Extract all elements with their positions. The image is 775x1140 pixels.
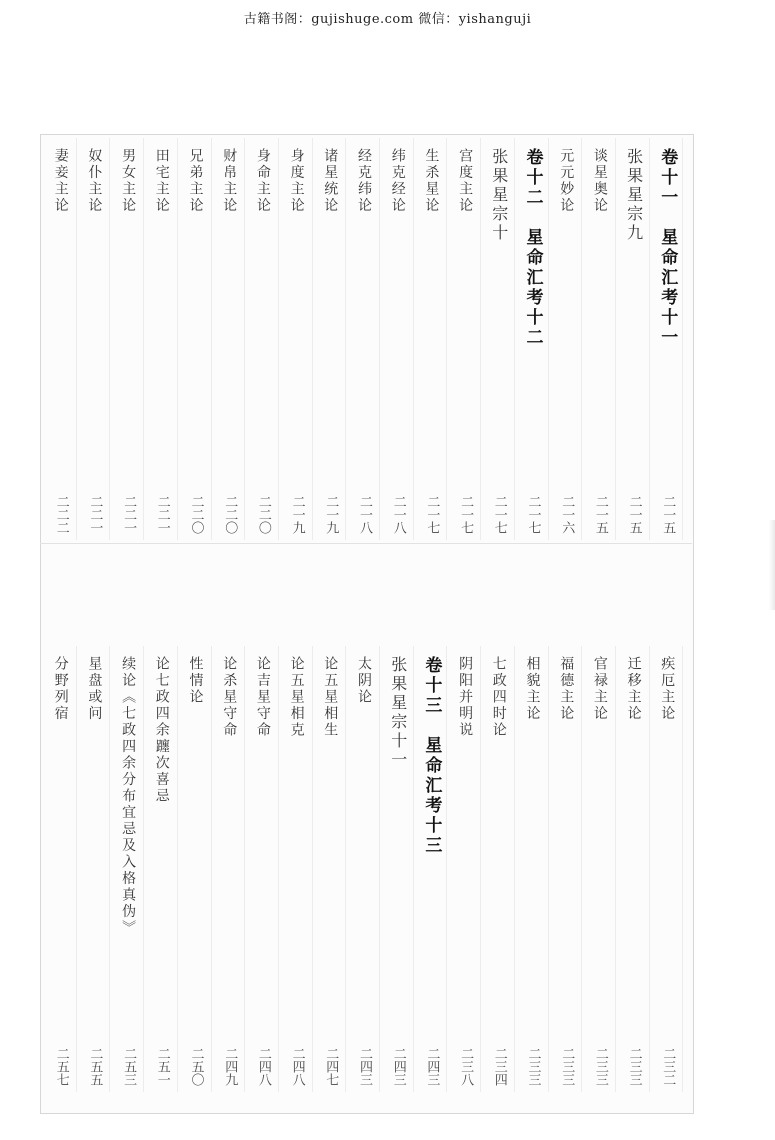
toc-entry-title: 元元妙论 xyxy=(558,148,575,214)
toc-page-number: 二一八 xyxy=(390,495,406,534)
toc-entry-title: 宫度主论 xyxy=(457,148,474,214)
toc-page-number: 二一九 xyxy=(289,495,305,534)
scan-edge-shadow xyxy=(769,520,775,610)
toc-entry-column xyxy=(214,138,245,540)
toc-entry-title: 妻妾主论 xyxy=(52,148,69,214)
toc-page-number: 二五三 xyxy=(121,1047,137,1086)
toc-entry-column xyxy=(113,646,144,1092)
toc-entry-title: 七政四时论 xyxy=(490,656,507,739)
toc-entry-title: 经克纬论 xyxy=(356,148,372,214)
toc-entry-column xyxy=(383,138,414,540)
toc-entry-column xyxy=(248,646,279,1092)
toc-page-number: 二一七 xyxy=(525,495,541,534)
toc-entry-column xyxy=(181,646,212,1092)
toc-page-number: 二二一 xyxy=(87,495,103,534)
toc-page-number: 二二一 xyxy=(121,495,137,534)
toc-entry-column xyxy=(315,646,346,1092)
toc-page-number: 二五〇 xyxy=(188,1047,204,1086)
toc-entry-title: 谈星奥论 xyxy=(591,148,608,214)
toc-entry-title: 纬克经论 xyxy=(389,148,406,214)
toc-page-number: 二四七 xyxy=(323,1047,339,1086)
toc-entry-column xyxy=(282,646,313,1092)
toc-entry-title: 续论《七政四余分布宜忌及入格真伪》 xyxy=(120,656,137,937)
toc-entry-title: 张果星宗十一 xyxy=(388,656,408,770)
toc-entry-title: 官禄主论 xyxy=(591,656,608,722)
toc-entry-title: 卷十三 星命汇考十三 xyxy=(421,656,442,856)
toc-entry-column xyxy=(79,646,110,1092)
toc-entry-title: 太阴论 xyxy=(356,656,372,706)
toc-page-number: 二二〇 xyxy=(222,495,238,534)
toc-page-number: 二一八 xyxy=(357,495,372,534)
toc-page-number: 二二〇 xyxy=(188,495,204,534)
toc-entry-column xyxy=(79,138,110,540)
toc-entry-column xyxy=(147,138,178,540)
toc-entry-title: 男女主论 xyxy=(120,148,137,214)
toc-entry-title: 分野列宿 xyxy=(52,656,69,722)
toc-page-number: 二三八 xyxy=(458,1047,474,1086)
toc-entry-title: 卷十一 星命汇考十一 xyxy=(657,148,678,348)
toc-entry-title: 论杀星守命 xyxy=(221,656,238,739)
toc-page-number: 二一七 xyxy=(424,495,440,534)
toc-entry-column xyxy=(652,646,683,1092)
toc-entry-column xyxy=(484,646,515,1092)
toc-page-number: 二四三 xyxy=(424,1047,440,1086)
toc-entry-column xyxy=(248,138,279,540)
toc-entry-column xyxy=(46,138,77,540)
toc-entry-column xyxy=(147,646,178,1092)
toc-page-number: 二四三 xyxy=(357,1047,372,1086)
toc-entry-title: 卷十二 星命汇考十二 xyxy=(522,148,543,348)
toc-entry-column xyxy=(585,138,616,540)
toc-entry-column xyxy=(214,646,245,1092)
toc-entry-column xyxy=(282,138,313,540)
toc-page-number: 二四八 xyxy=(255,1047,271,1086)
page-half-divider xyxy=(40,543,692,544)
toc-page-number: 二五五 xyxy=(87,1047,103,1086)
toc-entry-title: 财帛主论 xyxy=(221,148,238,214)
site-watermark-header: 古籍书阁：gujishuge.com 微信：yishanguji xyxy=(243,12,532,27)
toc-page-number: 二四三 xyxy=(390,1047,406,1086)
toc-page-number: 二一七 xyxy=(491,495,507,534)
toc-entry-column xyxy=(46,646,77,1092)
toc-entry-column xyxy=(585,646,616,1092)
toc-entry-title: 生杀星论 xyxy=(423,148,440,214)
toc-page-number: 二五七 xyxy=(53,1047,69,1086)
toc-page-number: 二一六 xyxy=(559,495,575,534)
toc-entry-column xyxy=(349,646,380,1092)
toc-entry-title: 疾厄主论 xyxy=(659,656,676,722)
toc-page-number: 二一五 xyxy=(660,495,676,534)
toc-entry-title: 迁移主论 xyxy=(625,656,642,722)
toc-page-number: 二四八 xyxy=(289,1047,305,1086)
section-heading-column xyxy=(619,138,650,540)
toc-entry-column xyxy=(551,138,582,540)
toc-entry-title: 论七政四余躔次喜忌 xyxy=(153,656,170,805)
toc-entry-title: 身命主论 xyxy=(254,148,271,214)
toc-entry-title: 论吉星守命 xyxy=(254,656,271,739)
toc-entry-title: 论五星相克 xyxy=(288,656,305,739)
toc-page-number: 二三三 xyxy=(559,1047,575,1086)
toc-entry-column xyxy=(450,646,481,1092)
toc-page-number: 二三三 xyxy=(525,1047,541,1086)
toc-entry-column xyxy=(315,138,346,540)
toc-entry-title: 兄弟主论 xyxy=(187,148,204,214)
toc-entry-column xyxy=(349,138,380,540)
toc-entry-column xyxy=(518,646,549,1092)
toc-page-number: 二四九 xyxy=(222,1047,238,1086)
toc-page-number: 二二二 xyxy=(53,495,69,534)
section-heading-column xyxy=(484,138,515,540)
toc-entry-column xyxy=(619,646,650,1092)
toc-page-number: 二三三 xyxy=(592,1047,608,1086)
volume-heading-column xyxy=(652,138,683,540)
toc-entry-title: 奴仆主论 xyxy=(86,148,103,214)
toc-page-number: 二三四 xyxy=(491,1047,507,1086)
toc-entry-column xyxy=(551,646,582,1092)
volume-heading-column xyxy=(416,646,447,1092)
toc-entry-title: 阴阳并明说 xyxy=(457,656,474,739)
toc-entry-title: 诸星统论 xyxy=(322,148,339,214)
volume-heading-column xyxy=(518,138,549,540)
toc-page-number: 二一五 xyxy=(626,495,642,534)
toc-page-number: 二一七 xyxy=(458,495,474,534)
toc-entry-title: 性情论 xyxy=(187,656,204,706)
toc-entry-title: 福德主论 xyxy=(558,656,575,722)
toc-page-number: 二三二 xyxy=(660,1047,676,1086)
toc-entry-column xyxy=(181,138,212,540)
toc-entry-title: 张果星宗九 xyxy=(624,148,644,243)
toc-entry-title: 张果星宗十 xyxy=(489,148,509,243)
section-heading-column xyxy=(383,646,414,1092)
toc-page-number: 二二〇 xyxy=(255,495,271,534)
toc-entry-title: 星盘或问 xyxy=(86,656,103,722)
toc-page-number: 二一五 xyxy=(592,495,608,534)
toc-entry-column xyxy=(416,138,447,540)
toc-page-number: 二一九 xyxy=(323,495,339,534)
toc-entry-title: 相貌主论 xyxy=(524,656,541,722)
toc-page-number: 二五一 xyxy=(154,1047,170,1086)
toc-page-number: 二二一 xyxy=(154,495,170,534)
toc-page-number: 二三三 xyxy=(626,1047,642,1086)
toc-entry-title: 身度主论 xyxy=(288,148,305,214)
toc-entry-column xyxy=(113,138,144,540)
toc-entry-title: 田宅主论 xyxy=(153,148,170,214)
toc-entry-column xyxy=(450,138,481,540)
toc-entry-title: 论五星相生 xyxy=(322,656,339,739)
